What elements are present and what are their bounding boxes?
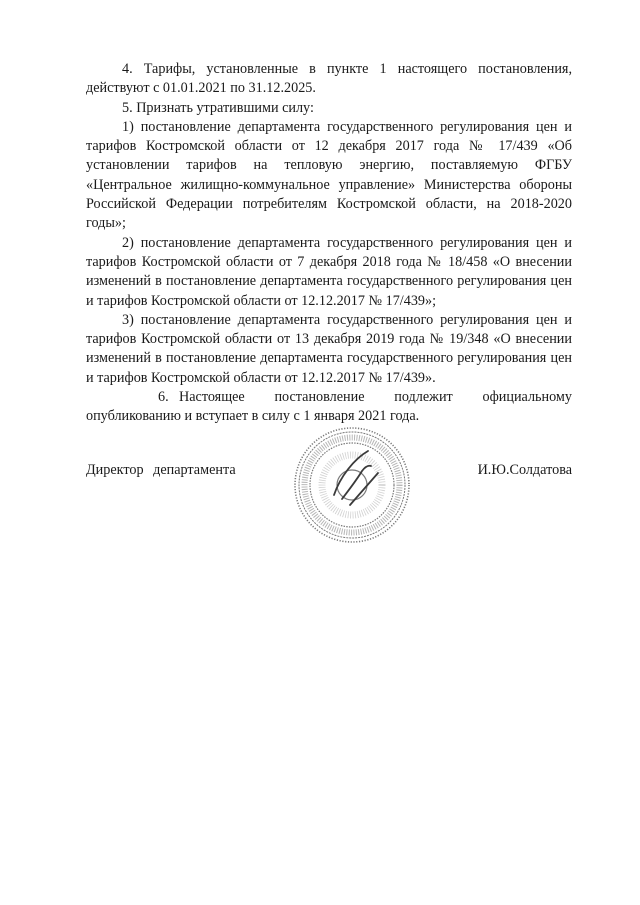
official-stamp-icon bbox=[292, 425, 412, 545]
paragraph-entry-into-force-text: Настоящее постановление подлежит официальному опубликованию и вступает в силу с 1 января 2021 года. bbox=[86, 389, 572, 425]
paragraph-number: 6. bbox=[158, 389, 169, 406]
signatory-position: Директор департамента bbox=[86, 462, 236, 478]
signatory-name: И.Ю.Солдатова bbox=[477, 462, 572, 478]
paragraph-repeal-heading: 5. Признать утратившими силу: bbox=[122, 99, 314, 116]
paragraph-repeal-item-2: 2) постановление департамента государственного регулирования цен и тарифов Костромской области от 7 декабря 2018 года № 18/458 «О внесении изменений в постановление департамента государственного регулирования цен и тарифов Костромской области от 12.12.2017 № 17/439»; bbox=[86, 234, 572, 309]
paragraph-repeal-item-1: 1) постановление департамента государственного регулирования цен и тарифов Костромской области от 12 декабря 2017 года № 17/439 «Об установлении тарифов на тепловую энергию, поставляемую ФГБУ «Центральное жилищно-коммунальное управление» Министерства обороны Российской Федерации потребителям Костромской области, на 2018-2020 годы»; bbox=[86, 118, 572, 232]
paragraph-tariff-period: 4. Тарифы, установленные в пункте 1 настоящего постановления, действуют с 01.01.2021 по 31.12.2025. bbox=[86, 61, 572, 97]
paragraph-entry-into-force bbox=[86, 388, 572, 427]
paragraph-repeal-item-3: 3) постановление департамента государственного регулирования цен и тарифов Костромской области от 13 декабря 2019 года № 19/348 «О внесении изменений в постановление департамента государственного регулирования цен и тарифов Костромской области от 12.12.2017 № 17/439». bbox=[86, 311, 572, 386]
document-body bbox=[86, 60, 572, 427]
